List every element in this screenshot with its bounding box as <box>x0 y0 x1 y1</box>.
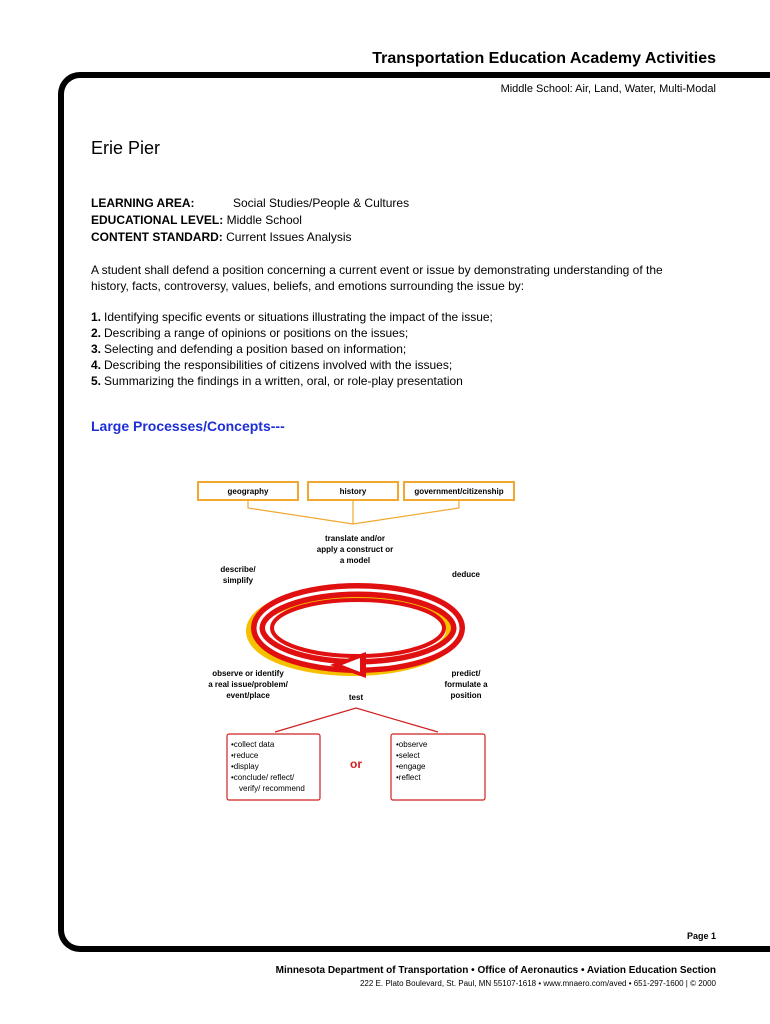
page-number: Page 1 <box>687 931 717 941</box>
left-list-item: •collect data <box>231 740 275 749</box>
learning-area-value: Social Studies/People & Cultures <box>233 196 410 210</box>
right-list-item: •select <box>396 751 420 760</box>
right-list-item: •reflect <box>396 773 421 782</box>
observe-line-3: event/place <box>226 691 270 700</box>
document-title: Transportation Education Academy Activities <box>372 50 716 67</box>
step-text: Describing a range of opinions or positions on the issues; <box>104 326 409 340</box>
step-number: 5. <box>91 374 102 388</box>
step-text: Describing the responsibilities of citizens involved with the issues; <box>104 358 453 372</box>
educational-level-value: Middle School <box>226 213 302 227</box>
predict-line-1: predict/ <box>451 669 481 678</box>
educational-level-row <box>91 213 302 227</box>
left-list-item: •display <box>231 762 259 771</box>
content-standard-value: Current Issues Analysis <box>226 230 352 244</box>
learning-area-label: LEARNING AREA: <box>91 196 195 210</box>
intro-paragraph: A student shall defend a position concerning a current event or issue by demonstrating understanding of the history, facts, controversy, values, beliefs, and emotions surrounding the issue by: <box>91 263 663 293</box>
step-text: Selecting and defending a position based on information; <box>104 342 407 356</box>
cycle-arrow <box>253 590 458 678</box>
translate-line-1: translate and/or <box>324 534 386 543</box>
step-number: 1. <box>91 310 102 324</box>
list-item <box>91 373 493 389</box>
step-number: 4. <box>91 358 102 372</box>
observe-line-2: a real issue/problem/ <box>208 680 288 689</box>
step-number: 2. <box>91 326 102 340</box>
describe-line-2: simplify <box>222 576 254 585</box>
educational-level-label: EDUCATIONAL LEVEL: <box>91 213 224 227</box>
list-item <box>91 357 493 373</box>
footer-address: 222 E. Plato Boulevard, St. Paul, MN 55107-1618 • www.mnaero.com/aved • 651-297-1600 | © 2000 <box>359 979 716 988</box>
process-diagram <box>190 478 530 808</box>
footer-organization: Minnesota Department of Transportation • Office of Aeronautics • Aviation Education Section <box>275 965 716 976</box>
step-number: 3. <box>91 342 102 356</box>
test-connector <box>275 708 438 732</box>
content-standard-row <box>91 230 352 244</box>
left-list-item: •reduce <box>231 751 259 760</box>
translate-line-3: a model <box>339 556 371 565</box>
test-label: test <box>348 693 364 702</box>
observe-line-1: observe or identify <box>212 669 284 678</box>
box-geography-label: geography <box>227 487 269 496</box>
box-history-label: history <box>339 487 367 496</box>
steps-list <box>91 309 493 389</box>
translate-line-2: apply a construct or <box>316 545 394 554</box>
step-text: Identifying specific events or situations illustrating the impact of the issue; <box>104 310 493 324</box>
right-list-item: •engage <box>396 762 426 771</box>
or-label: or <box>350 757 362 771</box>
box-government-label: government/citizenship <box>414 487 504 496</box>
deduce-label: deduce <box>451 570 481 579</box>
learning-area-row <box>91 196 409 210</box>
section-heading: Large Processes/Concepts--- <box>91 418 285 434</box>
predict-line-2: formulate a <box>444 680 488 689</box>
left-list-item: •conclude/ reflect/ <box>231 773 295 782</box>
content-standard-label: CONTENT STANDARD: <box>91 230 223 244</box>
left-list-item: verify/ recommend <box>239 784 305 793</box>
document-subtitle: Middle School: Air, Land, Water, Multi-Modal <box>500 83 716 95</box>
describe-line-1: describe/ <box>220 565 256 574</box>
page-title: Erie Pier <box>91 138 161 158</box>
list-item <box>91 341 493 357</box>
step-text: Summarizing the findings in a written, oral, or role-play presentation <box>104 374 463 388</box>
list-item <box>91 309 493 325</box>
right-list-item: •observe <box>396 740 428 749</box>
list-item <box>91 325 493 341</box>
predict-line-3: position <box>450 691 482 700</box>
